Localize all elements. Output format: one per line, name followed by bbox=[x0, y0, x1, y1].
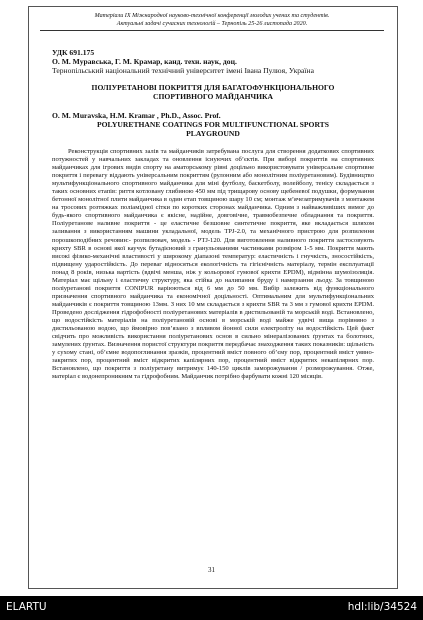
article-content bbox=[52, 48, 374, 381]
authors-ukrainian: О. М. Муравська, Г. М. Крамар, канд. техн. наук, доц. bbox=[52, 57, 237, 66]
page-number: 31 bbox=[208, 566, 215, 574]
udk-code: УДК 691.175 bbox=[52, 48, 95, 57]
running-header-line-1: Матеріали ІХ Міжнародної науково-технічної конференції молодих учених та студентів. bbox=[94, 13, 330, 19]
article-body bbox=[52, 148, 374, 381]
affiliation: Тернопільський національний технічний університет імені Івана Пулюя, Україна bbox=[52, 66, 314, 75]
title-ukrainian: ПОЛІУРЕТАНОВІ ПОКРИТТЯ ДЛЯ БАГАТОФУНКЦІОНАЛЬНОГО СПОРТИВНОГО МАЙДАНЧИКА bbox=[91, 83, 335, 101]
handle-identifier: hdl:lib/34524 bbox=[347, 601, 417, 613]
viewer-footer-bar bbox=[0, 596, 423, 620]
title-english: POLYURETHANE COATINGS FOR MULTIFUNCTIONAL SPORTS PLAYGROUND bbox=[97, 120, 329, 138]
running-header-line-2: Актуальні задачі сучасних технологій – Тернопіль 25-26 листопада 2020. bbox=[116, 21, 308, 27]
running-header bbox=[40, 12, 384, 31]
authors-english: O. M. Muravska, H.M. Kramar , Ph.D., Assoc. Prof. bbox=[52, 111, 221, 120]
body-paragraph: Реконструкція спортивних залів та майданчиків затребувана послуга для створення додаткових спортивних потужностей у навчальних закладах та оновлення існуючих об’єктів. При виборі покриттів на спортивних майданчиках для ігрових видів спорту на аматорському рівні доцільно використовувати універсальне спортивне покриття і перевагу віддають універсальним покриттям (рулонним або монолітним поліуретановим). Будівництво мультифункціонального спортивного майданчика для міні футболу, баскетболу, волейболу, тенісу складається з таких основних етапів: риття котловану глибиною 450 мм під трищарову основу щебеневої подушки, формування бетонної монолітної плити майданчика в один етап товщиною шару 10 см; монтаж м’ячезатримувачів з монтажем на тросових розтяжках поліамідної сітки по коротких сторонах майданчика. Одним з найважливіших вимог до будь-якого спортивного майданчика є якісне, надійне, довговічне, травмобезпечне обладнання та покриття. Поліуретанове наливне покриття - це еластичне безшовне синтетичне покриття, яке вкладається шляхом заливання з використанням машини укладальної, модель ТРЈ-2.0, та механічного пристрою для розпилення порошкоподібних речовин:- розпилювач, модель - РТЈ-120. Для виготовлення наливного покриття застосовують крихту SBR в основі якої каучук бутадієновий з гранульованими частинками розміром 1-5 мм. Покриття мають високі фізико-механічні властивості у широкому діапазоні температур: еластичність і гнучкість, зносостійкість, підвищену ударостійкість. До переваг відносяться екологічність та гігієнічність матеріалу, термін експлуатації понад 8 років, низька вартість (вдвічі менша, ніж у кольорової гумової крихти EPDM), відмінна шумоізоляція. Матеріал має щільну і еластичну структуру, яка стійка до налипання бруду і намерзання льоду. За товщиною поліуретанові покриття CONIPUR варіюються від 6 мм до 50 мм. Вибір залежить від функціонального призначення спортивного майданчика та економічної доцільності. Оптимальним для мультифункціональних майданчиків є покриття товщиною 13мм. З них 10 мм складається з крихти SBR та 3 мм з гумової крихти EPDM. Проведено дослідження гідрофобності поліуретанових матеріалів в дистильованій та морській воді. Встановлено, що водостійкість матеріалів на поліуретановій основі в морській воді майже удвічі вища порівняно з дистильованою водою, що ймовірно пов’язано з впливом йонної сили електроліту на водостійкість Цей факт свідчить про можливість використання поліуретанових основ в сильно мінералізованих ґрунтах та болотних, замулених ґрунтах. Визначення пористої структури покриття передбачає знаходження таких показників: щільність у сухому стані, об’ємне водопоглинання зразків, процентний вміст повного об’єму пор, процентний вміст уявно-закритих пор, процентний вміст відкритих капілярних пор, процентний вміст відкритих некапілярних пор. Встановлено, що покриття з поліуретану витримує 140-150 циклів заморожування / розморожування. Отже, матеріал є водонепроникним та гідрофобним. Майданчик потрібно фарбувати кожні 120 місяців. bbox=[52, 148, 374, 381]
repository-name: ELARTU bbox=[6, 601, 47, 613]
